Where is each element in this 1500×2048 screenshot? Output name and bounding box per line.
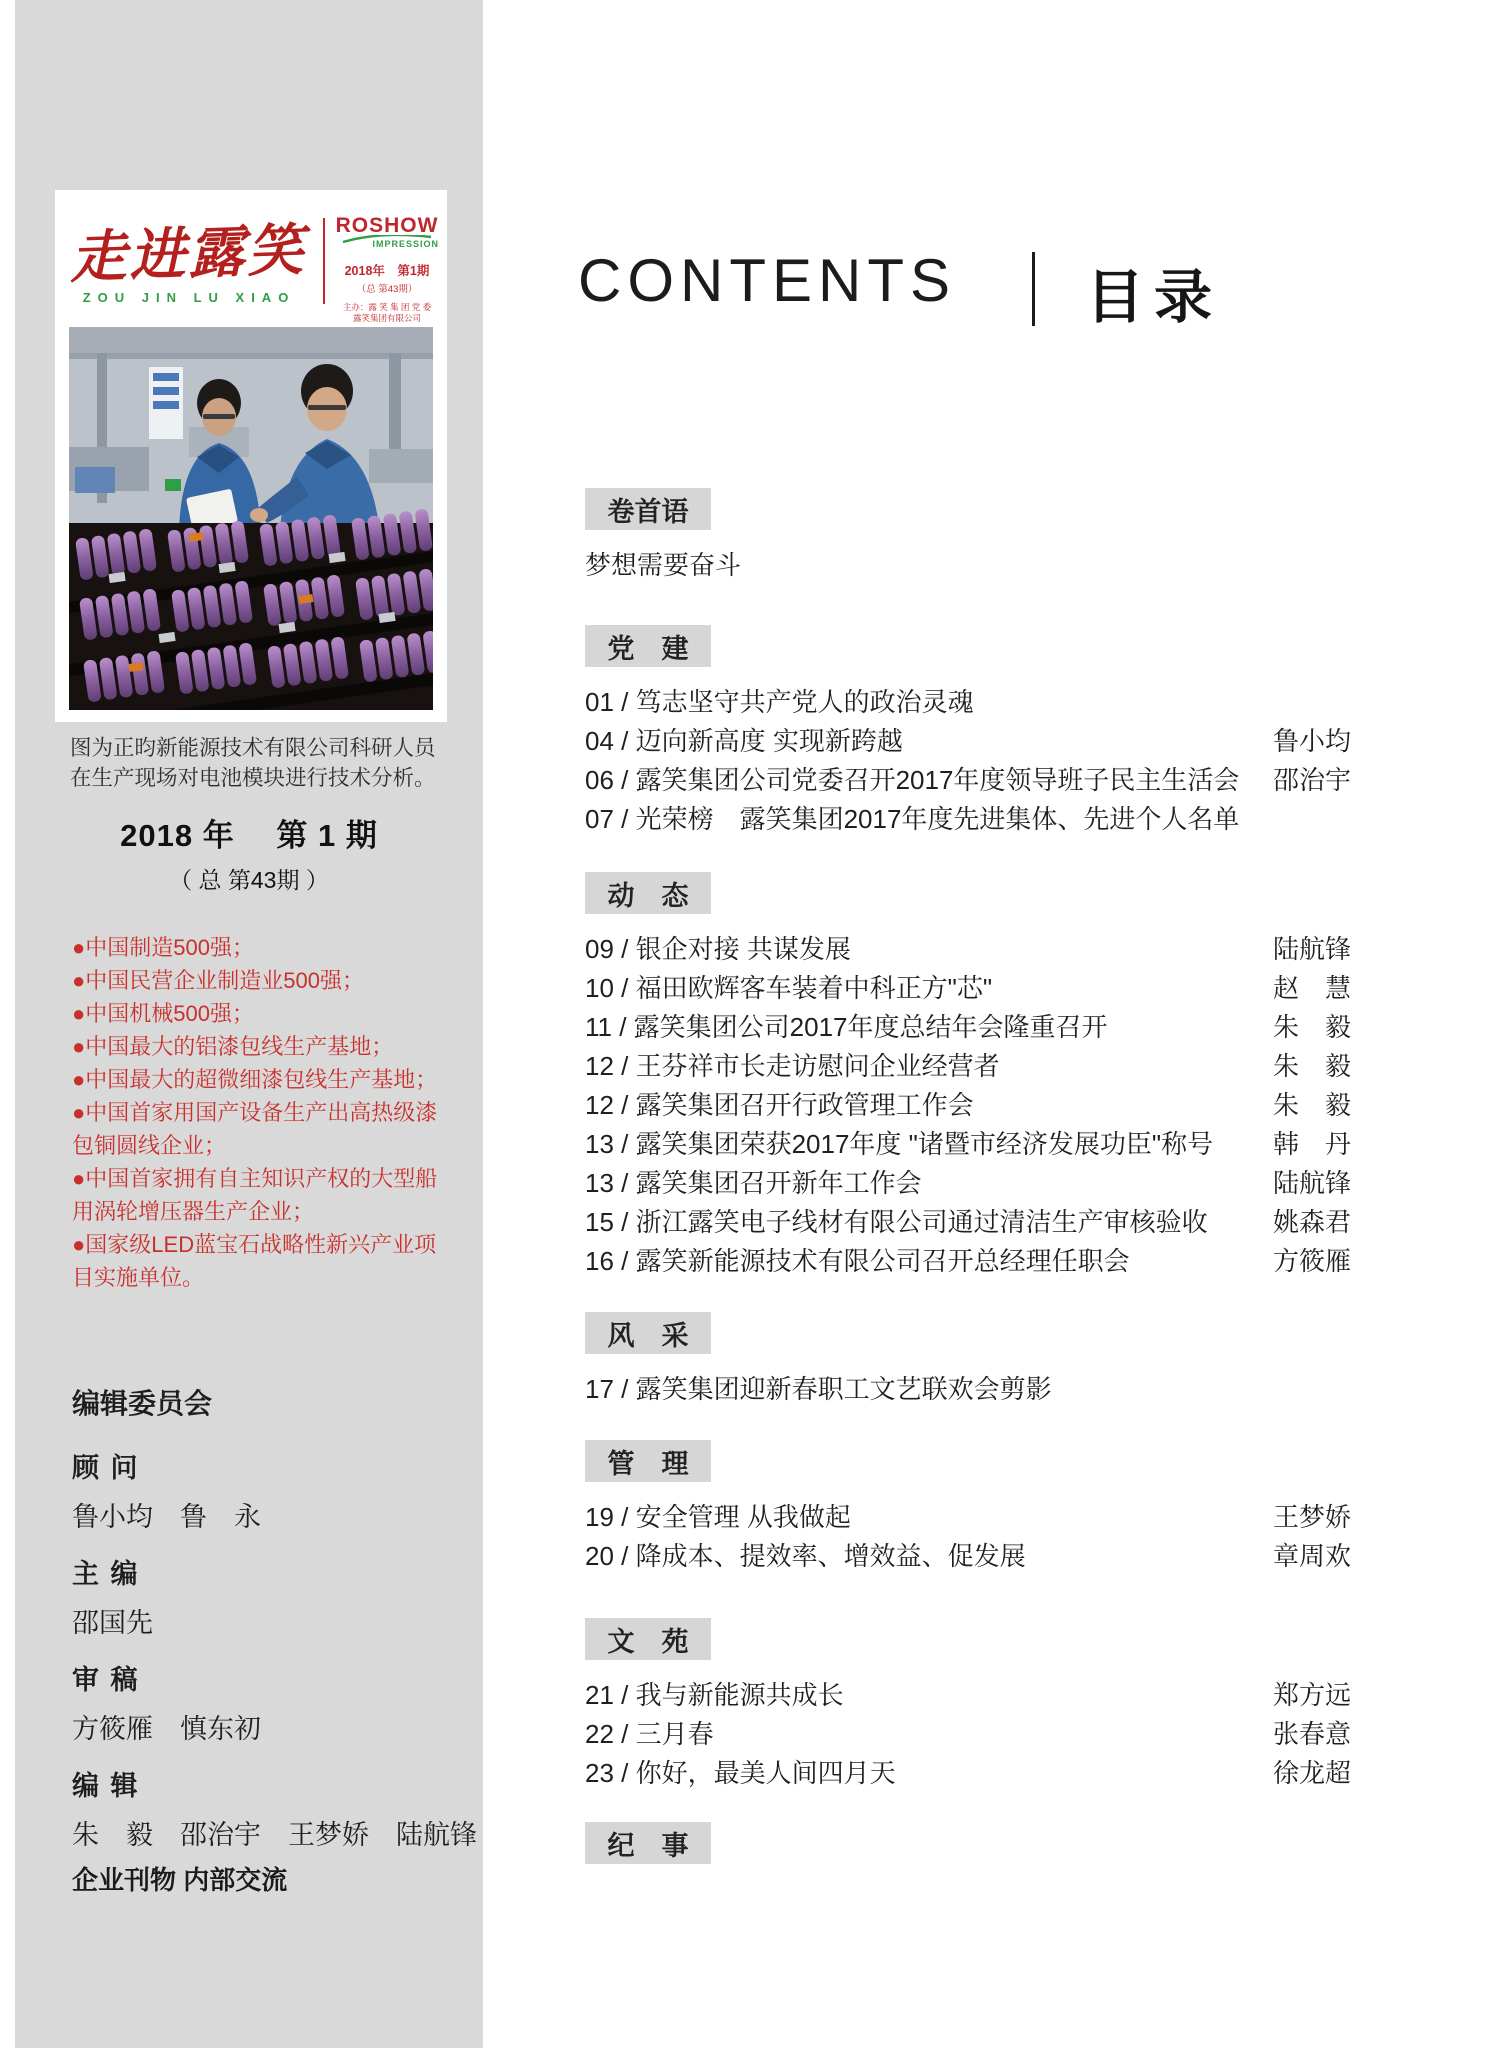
toc-section xyxy=(585,1822,1351,1878)
committee-group xyxy=(72,1764,477,1852)
toc-item-title: 09 / 银企对接 共谋发展 xyxy=(585,934,851,964)
cover-title-calligraphy: 走进露笑 xyxy=(69,216,308,292)
toc-section xyxy=(585,625,1351,837)
toc-section xyxy=(585,872,1351,1279)
toc-item xyxy=(585,1045,1351,1084)
section-header xyxy=(585,1822,711,1864)
photo-caption: 图为正昀新能源技术有限公司科研人员在生产现场对电池模块进行技术分析。 xyxy=(70,736,436,790)
committee-names: 邵国先 xyxy=(72,1608,153,1638)
toc-item-author: 章周欢 xyxy=(1272,1541,1351,1571)
cover-issue-line: 2018年 第1期 xyxy=(344,264,430,278)
section-header-label: 纪 事 xyxy=(607,1830,689,1861)
cover-divider-line xyxy=(323,218,325,304)
magazine-cover xyxy=(55,190,447,722)
cover-photo-illustration xyxy=(69,327,433,710)
toc-item xyxy=(585,1674,1351,1713)
publication-note: 企业刊物 内部交流 xyxy=(72,1865,288,1895)
toc-item xyxy=(585,1713,1351,1752)
committee-title: 编辑委员会 xyxy=(72,1388,213,1419)
achievement-item: ●中国首家用国产设备生产出高热级漆包铜圆线企业； xyxy=(72,1100,438,1158)
achievement-item: ●中国民营企业制造业500强； xyxy=(72,968,364,993)
committee-role: 审 稿 xyxy=(72,1665,140,1695)
contents-title-en: CONTENTS xyxy=(578,247,956,314)
cover-publisher-line2: 露笑集团有限公司 xyxy=(352,313,421,323)
section-items xyxy=(585,1864,1351,1878)
toc-item xyxy=(585,759,1351,798)
toc-item-title: 10 / 福田欧辉客车装着中科正方"芯" xyxy=(585,973,993,1003)
toc-item xyxy=(585,1162,1351,1201)
toc-item-author: 邵治宇 xyxy=(1272,765,1351,795)
toc-item xyxy=(585,1201,1351,1240)
toc-item-title: 13 / 露笑集团荣获2017年度 "诸暨市经济发展功臣"称号 xyxy=(585,1129,1214,1159)
section-items xyxy=(585,530,1351,583)
achievement-item: ●中国最大的超微细漆包线生产基地； xyxy=(72,1067,438,1092)
toc-item xyxy=(585,928,1351,967)
sidebar-panel xyxy=(15,0,483,2048)
toc-item xyxy=(585,1240,1351,1279)
committee-role: 顾 问 xyxy=(72,1453,140,1483)
toc-item xyxy=(585,1084,1351,1123)
committee-group xyxy=(72,1446,477,1534)
committee-role: 编 辑 xyxy=(72,1771,140,1801)
toc-item-title: 12 / 王芬祥市长走访慰问企业经营者 xyxy=(585,1051,1000,1081)
toc-section xyxy=(585,488,1351,583)
section-items xyxy=(585,667,1351,837)
cover-publisher xyxy=(335,302,439,324)
toc-item xyxy=(585,1006,1351,1045)
section-items xyxy=(585,1354,1351,1407)
toc-item xyxy=(585,798,1351,837)
toc-item-title: 13 / 露笑集团召开新年工作会 xyxy=(585,1168,922,1198)
toc-item-title: 06 / 露笑集团公司党委召开2017年度领导班子民主生活会 xyxy=(585,765,1240,795)
section-header-label: 卷首语 xyxy=(607,496,689,527)
committee-names: 方筱雁 慎东初 xyxy=(72,1714,261,1744)
toc-item-title: 01 / 笃志坚守共产党人的政治灵魂 xyxy=(585,687,974,717)
toc-item-title: 15 / 浙江露笑电子线材有限公司通过清洁生产审核验收 xyxy=(585,1207,1208,1237)
cover-title-pinyin: ZOU JIN LU XIAO xyxy=(82,290,296,305)
section-header-label: 党 建 xyxy=(607,633,689,664)
toc-item-title: 16 / 露笑新能源技术有限公司召开总经理任职会 xyxy=(585,1246,1130,1276)
toc-item-title: 17 / 露笑集团迎新春职工文艺联欢会剪影 xyxy=(585,1374,1052,1404)
toc-item-author: 徐龙超 xyxy=(1272,1758,1351,1788)
committee-group xyxy=(72,1658,477,1746)
achievement-item: ●中国最大的铝漆包线生产基地； xyxy=(72,1034,394,1059)
toc-item-author: 朱 毅 xyxy=(1272,1012,1351,1042)
issue-title: 2018 年 第 1 期 xyxy=(120,818,378,853)
achievement-list xyxy=(72,931,458,1294)
toc-item-title: 19 / 安全管理 从我做起 xyxy=(585,1502,851,1532)
toc-item-author: 鲁小均 xyxy=(1272,726,1351,756)
section-items xyxy=(585,1660,1351,1791)
toc-item xyxy=(585,720,1351,759)
toc-item-author: 朱 毅 xyxy=(1272,1051,1351,1081)
toc-item xyxy=(585,1535,1351,1574)
section-items xyxy=(585,1482,1351,1574)
toc-item-author: 朱 毅 xyxy=(1272,1090,1351,1120)
toc-item xyxy=(585,1752,1351,1791)
toc-item-author: 韩 丹 xyxy=(1272,1129,1351,1159)
toc-section xyxy=(585,1440,1351,1574)
toc-item-author: 姚森君 xyxy=(1272,1207,1351,1237)
toc-item xyxy=(585,1368,1351,1407)
toc-item-author: 陆航锋 xyxy=(1272,1168,1351,1198)
section-header-label: 动 态 xyxy=(607,880,689,911)
section-header-label: 文 苑 xyxy=(607,1626,689,1657)
toc-item xyxy=(585,1123,1351,1162)
committee-names: 鲁小均 鲁 永 xyxy=(72,1502,261,1532)
toc-item-title: 12 / 露笑集团召开行政管理工作会 xyxy=(585,1090,974,1120)
committee-groups xyxy=(72,1446,477,1852)
toc-item-author: 王梦娇 xyxy=(1272,1502,1351,1532)
achievement-item: ●中国制造500强； xyxy=(72,935,254,960)
toc-item-author: 陆航锋 xyxy=(1272,934,1351,964)
toc-item-author: 方筱雁 xyxy=(1272,1246,1351,1276)
toc-item-title: 21 / 我与新能源共成长 xyxy=(585,1680,844,1710)
section-header xyxy=(585,1312,711,1354)
toc-sections xyxy=(585,488,1351,1878)
toc-item-title: 22 / 三月春 xyxy=(585,1719,714,1749)
roshow-logo: ROSHOW xyxy=(335,214,439,237)
toc-item-title: 梦想需要奋斗 xyxy=(585,550,742,580)
toc-item xyxy=(585,681,1351,720)
toc-section xyxy=(585,1618,1351,1791)
section-header-label: 风 采 xyxy=(607,1320,689,1351)
cover-publisher-line1: 主办：露 笑 集 团 党 委 xyxy=(342,302,432,312)
cover-issue-total: （总 第43期） xyxy=(356,284,418,295)
toc-item-title: 20 / 降成本、提效率、增效益、促发展 xyxy=(585,1541,1026,1571)
toc-item-title: 04 / 迈向新高度 实现新跨越 xyxy=(585,726,903,756)
section-items xyxy=(585,914,1351,1279)
toc-section xyxy=(585,1312,1351,1407)
committee-role: 主 编 xyxy=(72,1559,140,1589)
committee-names: 朱 毅 邵治宇 王梦娇 陆航锋 xyxy=(72,1820,477,1850)
toc-item-author: 郑方远 xyxy=(1272,1680,1351,1710)
roshow-logo-subtitle: IMPRESSION xyxy=(372,239,439,249)
toc-item xyxy=(585,1496,1351,1535)
achievement-item: ●中国机械500强； xyxy=(72,1001,254,1026)
toc-item xyxy=(585,967,1351,1006)
issue-info xyxy=(15,810,483,895)
toc-item-author: 张春意 xyxy=(1272,1719,1351,1749)
achievement-item: ●国家级LED蓝宝石战略性新兴产业项目实施单位。 xyxy=(72,1232,437,1290)
cover-brand-block xyxy=(335,216,439,324)
section-header xyxy=(585,872,711,914)
toc-item-author: 赵 慧 xyxy=(1272,973,1351,1003)
section-header-label: 管 理 xyxy=(607,1448,689,1479)
section-header xyxy=(585,1618,711,1660)
toc-item-title: 07 / 光荣榜 露笑集团2017年度先进集体、先进个人名单 xyxy=(585,804,1240,834)
contents-title-cn: 目录 xyxy=(1086,265,1223,330)
section-header xyxy=(585,625,711,667)
issue-subtitle: （ 总 第43期 ） xyxy=(169,867,329,893)
section-header xyxy=(585,1440,711,1482)
achievement-item: ●中国首家拥有自主知识产权的大型船用涡轮增压器生产企业； xyxy=(72,1166,438,1224)
contents-title-divider xyxy=(1032,252,1035,326)
toc-item xyxy=(585,544,1351,583)
editorial-committee xyxy=(72,1382,477,1870)
committee-group xyxy=(72,1552,477,1640)
toc-item-title: 23 / 你好，最美人间四月天 xyxy=(585,1758,896,1788)
toc-item-title: 11 / 露笑集团公司2017年度总结年会隆重召开 xyxy=(585,1012,1108,1042)
section-header xyxy=(585,488,711,530)
